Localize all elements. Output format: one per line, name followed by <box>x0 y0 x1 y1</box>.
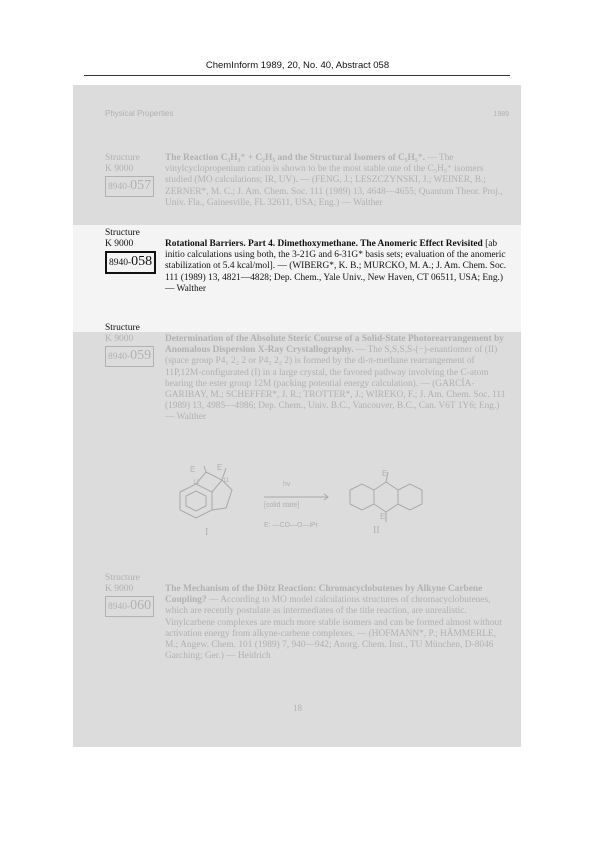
abstract-title: Determination of the Absolute Steric Course of a Solid-State Photorearrangement by Anomalous Dispersion X-Ray Crystallography. <box>165 334 504 356</box>
abstract-label-060 <box>105 573 154 617</box>
scheme-atom-e-3: E <box>382 469 388 478</box>
abstract-label-058 <box>105 228 156 274</box>
abstract-label-057 <box>105 153 154 197</box>
k-code: K 9000 <box>105 238 134 249</box>
ester-legend: E: —CO—O—iPr <box>264 522 319 529</box>
structure-label: Structure <box>105 153 140 163</box>
structure-label: Structure <box>105 323 140 333</box>
k-code: K 9000 <box>105 333 134 344</box>
section-title: Physical Properties <box>105 109 174 118</box>
page-number: 18 <box>293 703 302 713</box>
abstract-title: Rotational Barriers. Part 4. Dimethoxymethane. The Anomeric Effect Revisited <box>165 239 483 249</box>
scheme-atom-e-1: E <box>190 465 196 474</box>
abstract-body: — According to MO model calculations structures of chromacyclobutenes, which are recently postulate as intermediates of the title reaction, are unrealistic. Vinylcarbene complexes are much more stable isomers and can be formed almost without activation energy from alkyne-carbene complexes. — (HOFMANN*, P.; HÄMMERLE, M.; Angew. Chem. 101 (1989) 7, 940—942; Anorg. Chem. Inst., TU München, D-8046 Garching; Ger.) — Heidrich <box>165 595 502 662</box>
abstract-id-box: 8940-059 <box>105 346 154 367</box>
compound-label-1: I <box>205 527 209 538</box>
arrow-label-solid-state: [solid state] <box>264 502 300 509</box>
arrow-label-hv: hν <box>283 481 291 488</box>
abstract-title: The Mechanism of the Dötz Reaction: Chromacyclobutenes by Alkyne Carbene Coupling? <box>165 584 483 606</box>
abstract-id-box: 8940-058 <box>105 251 156 274</box>
abstract-text-059 <box>165 334 510 424</box>
abstract-text-057 <box>165 153 510 209</box>
scheme-pos-11: 11 <box>223 478 230 484</box>
compound-label-2: II <box>373 525 380 536</box>
k-code: K 9000 <box>105 163 134 174</box>
compound-1-structure <box>180 466 232 518</box>
abstract-label-059 <box>105 323 154 367</box>
abstract-body: — The S,S,S,S-(−)-enantiomer of (II) (space group P4₁ 2₂ 2 or P4₃ 2₂ 2) is formed by the di-π-methane rearrangement of 11P,12M-configurated (I) in a large crystal, the favored pathway involving the C-atom bearing the ester group 12M (packing potential energy calculation). — (GARCÍA-GARIBAY, M.; SCHEFFER*, J. R.; TROTTER*, J.; WIREKO, F.; J. Am. Chem. Soc. 111 (1989) 13, 4985—4986; Dep. Chem., Univ. B.C., Vancouver, B.C., Can. V6T 1Y6; Eng.) — Walther <box>165 345 506 423</box>
page-year: 1989 <box>493 111 509 118</box>
abstract-id-box: 8940-057 <box>105 176 154 197</box>
abstract-text-058 <box>165 239 510 295</box>
k-code: K 9000 <box>105 583 134 594</box>
scheme-pos-12: 12 <box>193 480 200 486</box>
abstract-body: [ab initio calculations using both, the 3-21G and 6-31G* basis sets; evaluation of the anomeric stabilization ot 5.4 kcal/mol]. — (WIBERG*, K. B.; MURCKO, M. A.; J. Am. Chem. Soc. 111 (1989) 13, 4821—4828; Dep. Chem., Yale Univ., New Haven, CT 06511, USA; Eng.) — Walther <box>165 239 507 294</box>
abstract-text-060 <box>165 584 510 662</box>
scheme-atom-e-2: E <box>217 463 223 472</box>
header-rule <box>84 75 510 76</box>
abstract-body: — The vinylcyclopropenium cation is shown to be the most stable one of the C₅H₅⁺ isomers studied (MO calculations; IR, UV). — (FENG, J.; LESZCZYNSKI, J.; WEINER, B.; ZERNER*, M. C.; J. Am. Chem. Soc. 111 (1989) 13, 4648—4655; Quantum Theor. Proj., Univ. Fla., Gainesville, FL 32611, USA; Eng.) — Walther <box>165 153 503 208</box>
scheme-atom-e-4: E <box>380 512 386 521</box>
abstract-title: The Reaction C₃H₃⁺ + C₂H₃ and the Structural Isomers of C₅H₅⁺. <box>165 153 425 163</box>
page-header: ChemInform 1989, 20, No. 40, Abstract 058 <box>205 60 390 71</box>
structure-label: Structure <box>105 573 140 583</box>
abstract-id-box: 8940-060 <box>105 596 154 617</box>
compound-2-structure <box>350 472 422 522</box>
compound-1-ring <box>186 491 206 511</box>
structure-label: Structure <box>105 228 140 238</box>
